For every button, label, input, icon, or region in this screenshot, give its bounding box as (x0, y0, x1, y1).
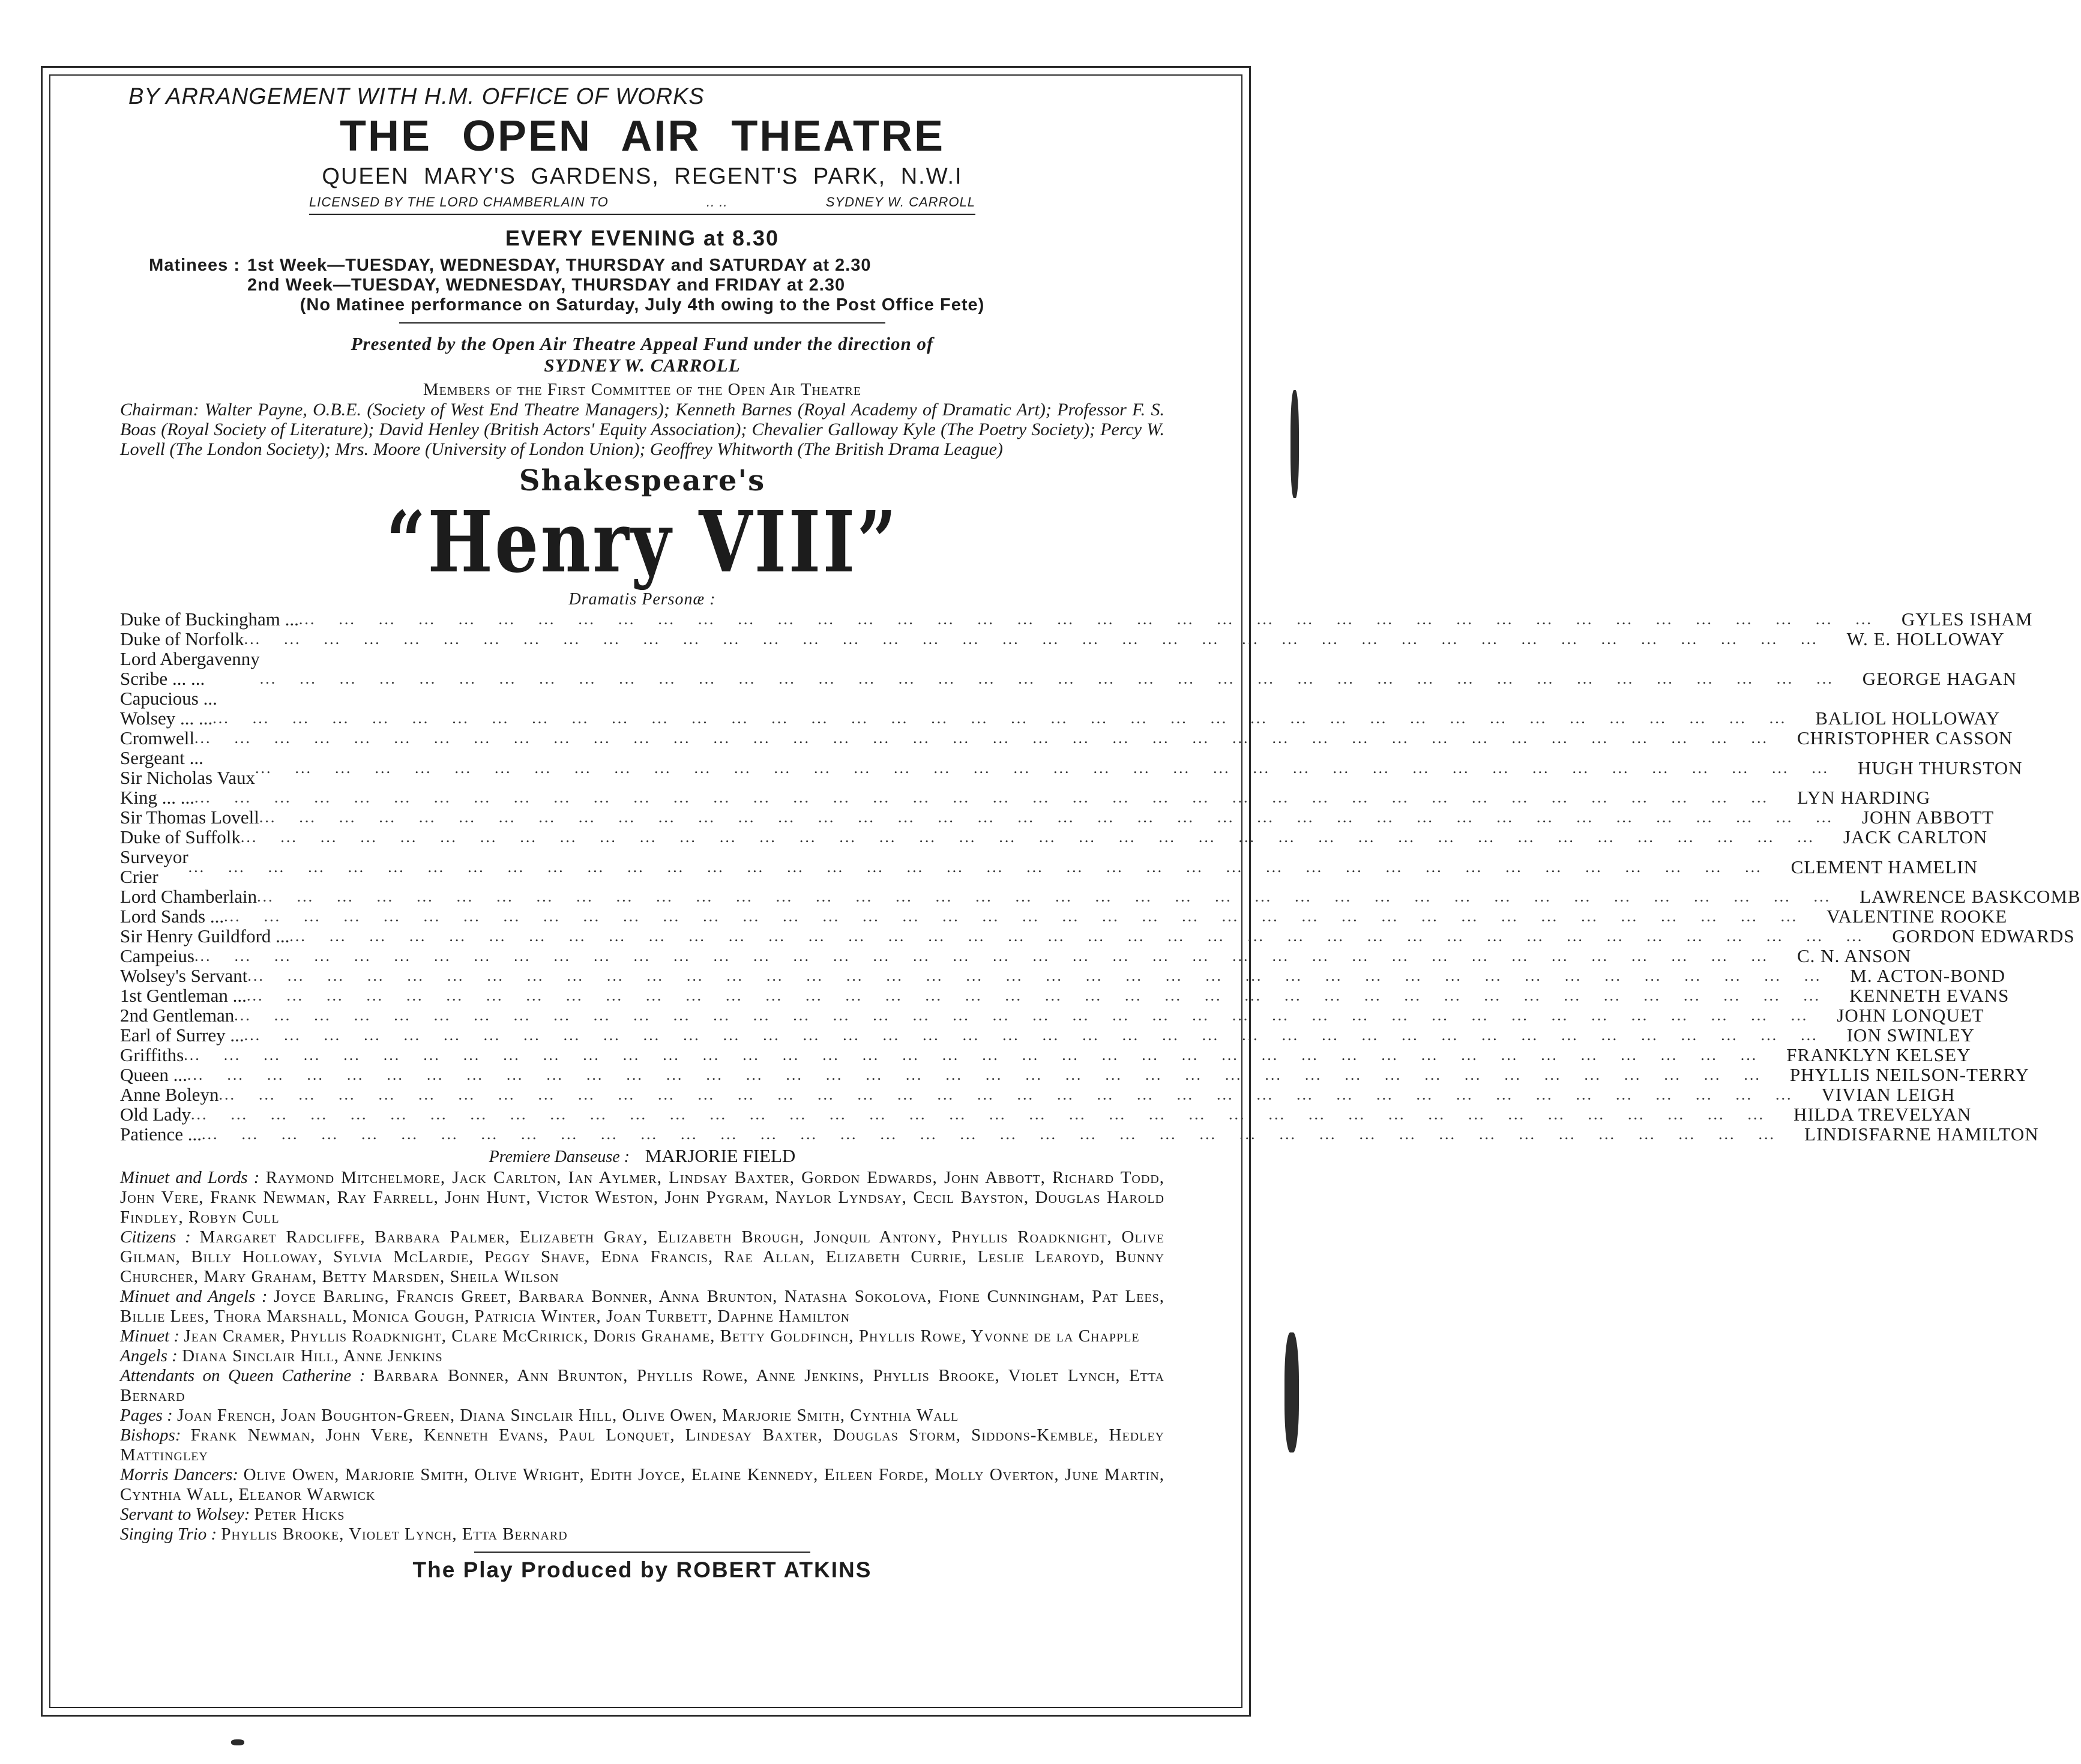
premiere-danseuse (120, 1145, 1164, 1167)
matinee-note: (No Matinee performance on Saturday, July 4th owing to the Post Office Fete) (300, 295, 985, 315)
actor-name: JOHN LONQUET (1837, 1005, 1984, 1026)
actor-name: GYLES ISHAM (1901, 609, 2033, 630)
committee-heading: Members of the First Committee of the Open Air Theatre (423, 380, 862, 399)
role-names (120, 708, 212, 728)
role-names (120, 946, 194, 966)
ensemble-names: Margaret Radcliffe, Barbara Palmer, Elizabeth Gray, Elizabeth Brough, Jonquil Antony, Phyllis Roadknight, Olive Gilman, Billy Holloway, Sylvia McLardie, Peggy Shave, Edna Francis, Rae Allan, Elizabeth Currie, Leslie Learoyd, Bunny Churcher, Mary Graham, Betty Marsden, Sheila Wilson (120, 1227, 1164, 1286)
leader-dots: ... ... ... ... ... ... ... ... ... ... ... ... ... ... ... ... ... ... ... ... ... ... ... ... ... ... ... ... ... ... ... ... ... ... ... ... ... ... ... ... (259, 808, 1856, 826)
evening-performance: EVERY EVENING at 8.30 (505, 226, 780, 250)
programme-page (120, 84, 2081, 1583)
ensemble-names: Olive Owen, Marjorie Smith, Olive Wright, Edith Joyce, Elaine Kennedy, Eileen Forde, Molly Overton, June Martin, Cynthia Wall, Eleanor Warwick (120, 1465, 1164, 1504)
cast-row (120, 1124, 2039, 1145)
actor-name: LAWRENCE BASKCOMB (1860, 886, 2081, 907)
role-names (120, 1025, 244, 1045)
leader-dots: ... ... ... ... ... ... ... ... ... ... ... ... ... ... ... ... ... ... ... ... ... ... ... ... ... ... ... ... ... ... ... ... ... ... ... ... ... ... ... ... (194, 789, 1791, 806)
role-names (120, 807, 259, 827)
role-names (120, 649, 260, 708)
cast-row (120, 609, 2033, 630)
role-name: Surveyor (120, 846, 188, 867)
leader-dots: ... ... ... ... ... ... ... ... ... ... ... ... ... ... ... ... ... ... ... ... ... ... ... ... ... ... ... ... ... ... ... ... ... ... ... ... ... ... ... ... (190, 1106, 1787, 1123)
cast-row (120, 926, 2075, 947)
role-name: Wolsey's Servant (120, 965, 248, 986)
leader-dots: ... ... ... ... ... ... ... ... ... ... ... ... ... ... ... ... ... ... ... ... ... ... ... ... ... ... ... ... ... ... ... ... ... ... ... ... ... ... ... ... (289, 927, 1887, 945)
role-name: Campeius (120, 945, 194, 966)
role-name: Sir Henry Guildford ... (120, 926, 290, 947)
ensemble-names: Phyllis Brooke, Violet Lynch, Etta Bernard (221, 1525, 568, 1544)
actor-name: HILDA TREVELYAN (1793, 1104, 1972, 1125)
actor-name: JOHN ABBOTT (1861, 807, 1995, 828)
role-names (120, 728, 194, 748)
role-name: Duke of Suffolk (120, 826, 241, 847)
leader-dots: ... ... ... ... ... ... ... ... ... ... ... ... ... ... ... ... ... ... ... ... ... ... ... ... ... ... ... ... ... ... ... ... ... ... ... ... ... ... ... ... (188, 858, 1785, 876)
actor-name: PHYLLIS NEILSON-TERRY (1789, 1064, 2029, 1085)
role-names (120, 787, 194, 807)
license-right: SYDNEY W. CARROLL (825, 194, 975, 209)
actor-name: W. E. HOLLOWAY (1846, 628, 2005, 649)
ensemble-label: Angels : (120, 1346, 178, 1365)
committee-members: Chairman: Walter Payne, O.B.E. (Society of West End Theatre Managers); Kenneth Barnes (Royal Academy of Dramatic Art); Professor F. S. Boas (Royal Society of Literature); David Henley (British Actors' Equity Association); Chevalier Galloway Kyle (The Poetry Society); Percy W. Lovell (The London Society); Mrs. Moore (University of London Union); Geoffrey Whitworth (The British Drama League) (120, 400, 1164, 459)
ensemble-label: Minuet : (120, 1326, 180, 1346)
ensemble-group (120, 1227, 1164, 1287)
leader-dots: ... ... ... ... ... ... ... ... ... ... ... ... ... ... ... ... ... ... ... ... ... ... ... ... ... ... ... ... ... ... ... ... ... ... ... ... ... ... ... ... (194, 947, 1791, 965)
dramatis-personae-heading: Dramatis Personæ : (568, 590, 716, 609)
role-name: Capucious ... (120, 688, 217, 709)
ensemble-label: Morris Dancers: (120, 1465, 239, 1484)
ensemble-group (120, 1287, 1164, 1326)
role-names (120, 1045, 184, 1065)
actor-name: C. N. ANSON (1797, 945, 1912, 966)
cast-row (120, 826, 1988, 847)
role-names (120, 1085, 218, 1104)
role-names (120, 847, 188, 887)
ensemble-label: Minuet and Lords : (120, 1168, 260, 1187)
leader-dots: ... ... ... ... ... ... ... ... ... ... ... ... ... ... ... ... ... ... ... ... ... ... ... ... ... ... ... ... ... ... ... ... ... ... ... ... ... ... ... ... (194, 729, 1791, 747)
license-left: LICENSED BY THE LORD CHAMBERLAIN TO (309, 194, 609, 209)
role-name: Duke of Buckingham ... (120, 609, 299, 630)
ensemble-list (120, 1168, 1164, 1544)
role-names (120, 906, 224, 926)
ensemble-names: Frank Newman, John Vere, Kenneth Evans, Paul Lonquet, Lindesay Baxter, Douglas Storm, Siddons-Kemble, Hedley Mattingley (120, 1425, 1164, 1464)
role-name: Sir Thomas Lovell (120, 807, 259, 828)
role-names (120, 1104, 191, 1124)
cast-row (120, 965, 2006, 986)
actor-name: M. ACTON-BOND (1850, 965, 2006, 986)
cast-row (120, 1025, 1975, 1046)
cast-row (120, 1084, 1956, 1105)
role-name: Cromwell (120, 727, 194, 748)
cast-row (120, 945, 1912, 966)
leader-dots: ... ... ... ... ... ... ... ... ... ... ... ... ... ... ... ... ... ... ... ... ... ... ... ... ... ... ... ... ... ... ... ... ... ... ... ... ... ... ... ... (212, 709, 1810, 727)
ensemble-label: Citizens : (120, 1227, 191, 1247)
ensemble-names: Peter Hicks (254, 1505, 345, 1524)
cast-row (120, 1104, 1972, 1125)
matinees-label: Matinees : (149, 256, 240, 275)
ensemble-label: Minuet and Angels : (120, 1287, 268, 1306)
ensemble-label: Attendants on Queen Catherine : (120, 1366, 366, 1385)
cast-row (120, 886, 2081, 907)
divider (399, 322, 885, 324)
leader-dots: ... ... ... ... ... ... ... ... ... ... ... ... ... ... ... ... ... ... ... ... ... ... ... ... ... ... ... ... ... ... ... ... ... ... ... ... ... ... ... ... (247, 967, 1845, 984)
cast-row (120, 787, 1931, 808)
role-name: Duke of Norfolk (120, 628, 244, 649)
role-names (120, 748, 255, 787)
cast-row (120, 1064, 2029, 1085)
cast-list (120, 609, 2081, 1145)
leader-dots: ... ... ... ... ... ... ... ... ... ... ... ... ... ... ... ... ... ... ... ... ... ... ... ... ... ... ... ... ... ... ... ... ... ... ... ... ... ... ... ... (244, 630, 1841, 648)
cast-row (120, 985, 2010, 1006)
cast-row (120, 747, 2023, 788)
role-names (120, 986, 247, 1005)
play-title: “Henry VIII” (386, 493, 899, 592)
role-names (120, 609, 299, 629)
cast-row (120, 807, 1995, 828)
leader-dots: ... ... ... ... ... ... ... ... ... ... ... ... ... ... ... ... ... ... ... ... ... ... ... ... ... ... ... ... ... ... ... ... ... ... ... ... ... ... ... ... (187, 1066, 1784, 1083)
role-names (120, 926, 289, 946)
leader-dots: ... ... ... ... ... ... ... ... ... ... ... ... ... ... ... ... ... ... ... ... ... ... ... ... ... ... ... ... ... ... ... ... ... ... ... ... ... ... ... ... (234, 1007, 1831, 1024)
theatre-address: QUEEN MARY'S GARDENS, REGENT'S PARK, N.W.I (322, 164, 963, 189)
leader-dots: ... ... ... ... ... ... ... ... ... ... ... ... ... ... ... ... ... ... ... ... ... ... ... ... ... ... ... ... ... ... ... ... ... ... ... ... ... ... ... ... (218, 1086, 1816, 1103)
ensemble-group (120, 1326, 1164, 1346)
leader-dots: ... ... ... ... ... ... ... ... ... ... ... ... ... ... ... ... ... ... ... ... ... ... ... ... ... ... ... ... ... ... ... ... ... ... ... ... ... ... ... ... (224, 908, 1821, 925)
role-name: Earl of Surrey ... (120, 1025, 244, 1046)
role-names (120, 1124, 202, 1144)
cast-row (120, 628, 2005, 649)
premiere-name: MARJORIE FIELD (645, 1145, 796, 1166)
role-name: Anne Boleyn (120, 1084, 219, 1105)
presented-by (120, 333, 1164, 376)
ensemble-names: Raymond Mitchelmore, Jack Carlton, Ian Aylmer, Lindsay Baxter, Gordon Edwards, John Abbott, Richard Todd, John Vere, Frank Newman, Ray Farrell, John Hunt, Victor Weston, John Pygram, Naylor Lyndsay, Cecil Bayston, Douglas Harold Findley, Robyn Cull (120, 1168, 1164, 1227)
role-names (120, 629, 244, 649)
ensemble-group (120, 1505, 1164, 1525)
ensemble-group (120, 1525, 1164, 1544)
leader-dots: ... ... ... ... ... ... ... ... ... ... ... ... ... ... ... ... ... ... ... ... ... ... ... ... ... ... ... ... ... ... ... ... ... ... ... ... ... ... ... ... (246, 987, 1843, 1004)
cast-row (120, 846, 1978, 887)
role-name: King ... ... (120, 787, 194, 808)
cast-row (120, 727, 2013, 748)
ensemble-label: Singing Trio : (120, 1525, 217, 1544)
leader-dots: ... ... ... ... ... ... ... ... ... ... ... ... ... ... ... ... ... ... ... ... ... ... ... ... ... ... ... ... ... ... ... ... ... ... ... ... ... ... ... ... (259, 670, 1857, 687)
director-name: SYDNEY W. CARROLL (544, 355, 741, 376)
cast-row (120, 708, 2001, 729)
premiere-label: Premiere Danseuse : (489, 1148, 630, 1166)
actor-name: ION SWINLEY (1846, 1025, 1975, 1046)
role-names (120, 1005, 234, 1025)
license-line (309, 194, 975, 215)
edge-mark-foot (231, 1739, 244, 1745)
actor-name: GORDON EDWARDS (1892, 926, 2075, 947)
matinees-block (120, 256, 1164, 315)
role-name: Scribe ... ... (120, 668, 205, 689)
leader-dots: ... ... ... ... ... ... ... ... ... ... ... ... ... ... ... ... ... ... ... ... ... ... ... ... ... ... ... ... ... ... ... ... ... ... ... ... ... ... ... ... (240, 828, 1837, 846)
actor-name: VALENTINE ROOKE (1827, 906, 2008, 927)
theatre-title: THE OPEN AIR THEATRE (339, 112, 945, 160)
ensemble-label: Pages : (120, 1406, 173, 1425)
cast-row (120, 1005, 1984, 1026)
presented-line: Presented by the Open Air Theatre Appeal Fund under the direction of (351, 333, 934, 354)
role-name: Crier (120, 866, 158, 887)
divider (474, 1552, 810, 1553)
matinee-week-1: 1st Week—TUESDAY, WEDNESDAY, THURSDAY and SATURDAY at 2.30 (247, 256, 872, 275)
ensemble-names: Joan French, Joan Boughton-Green, Diana Sinclair Hill, Olive Owen, Marjorie Smith, Cynthia Wall (177, 1406, 959, 1425)
actor-name: GEORGE HAGAN (1862, 668, 2017, 689)
ensemble-names: Joyce Barling, Francis Greet, Barbara Bonner, Anna Brunton, Natasha Sokolova, Fione Cunningham, Pat Lees, Billie Lees, Thora Marshall, Monica Gough, Patricia Winter, Joan Turbett, Daphne Hamilton (120, 1287, 1164, 1326)
edge-mark-bottom (1284, 1332, 1299, 1452)
actor-name: VIVIAN LEIGH (1821, 1084, 1956, 1105)
leader-dots: ... ... ... ... ... ... ... ... ... ... ... ... ... ... ... ... ... ... ... ... ... ... ... ... ... ... ... ... ... ... ... ... ... ... ... ... ... ... ... ... (202, 1125, 1799, 1143)
edge-mark-top (1290, 390, 1299, 498)
matinee-week-2: 2nd Week—TUESDAY, WEDNESDAY, THURSDAY and FRIDAY at 2.30 (247, 275, 846, 295)
role-names (120, 887, 257, 906)
ensemble-names: Jean Cramer, Phyllis Roadknight, Clare McCririck, Doris Grahame, Betty Goldfinch, Phyllis Rowe, Yvonne de la Chapple (184, 1326, 1140, 1346)
role-name: Patience ... (120, 1124, 202, 1145)
leader-dots: ... ... ... ... ... ... ... ... ... ... ... ... ... ... ... ... ... ... ... ... ... ... ... ... ... ... ... ... ... ... ... ... ... ... ... ... ... ... ... ... (255, 759, 1852, 777)
role-name: Sergeant ... (120, 747, 203, 768)
actor-name: LYN HARDING (1797, 787, 1931, 808)
ensemble-group (120, 1425, 1164, 1465)
role-name: Sir Nicholas Vaux (120, 767, 256, 788)
role-name: 1st Gentleman ... (120, 985, 247, 1006)
cast-row (120, 906, 2008, 927)
leader-dots: ... ... ... ... ... ... ... ... ... ... ... ... ... ... ... ... ... ... ... ... ... ... ... ... ... ... ... ... ... ... ... ... ... ... ... ... ... ... ... ... (257, 888, 1854, 905)
ensemble-names: Barbara Bonner, Ann Brunton, Phyllis Rowe, Anne Jenkins, Phyllis Brooke, Violet Lynch, Etta Bernard (120, 1366, 1164, 1405)
arrangement-line: BY ARRANGEMENT WITH H.M. OFFICE OF WORKS (128, 84, 705, 109)
actor-name: KENNETH EVANS (1849, 985, 2010, 1006)
author-line: Shakespeare's (519, 464, 766, 498)
role-name: Griffiths (120, 1044, 184, 1065)
producer-credit: The Play Produced by ROBERT ATKINS (412, 1558, 872, 1582)
leader-dots: ... ... ... ... ... ... ... ... ... ... ... ... ... ... ... ... ... ... ... ... ... ... ... ... ... ... ... ... ... ... ... ... ... ... ... ... ... ... ... ... (298, 610, 1896, 628)
role-name: Old Lady (120, 1104, 191, 1125)
role-name: Wolsey ... ... (120, 708, 213, 729)
actor-name: CLEMENT HAMELIN (1790, 856, 1978, 877)
cast-row (120, 648, 2017, 709)
role-name: Queen ... (120, 1064, 187, 1085)
ensemble-label: Servant to Wolsey: (120, 1505, 250, 1524)
ensemble-group (120, 1406, 1164, 1425)
leader-dots: ... ... ... ... ... ... ... ... ... ... ... ... ... ... ... ... ... ... ... ... ... ... ... ... ... ... ... ... ... ... ... ... ... ... ... ... ... ... ... ... (184, 1046, 1781, 1064)
cast-row (120, 1044, 1971, 1065)
role-name: Lord Abergavenny (120, 648, 260, 669)
ensemble-label: Bishops: (120, 1425, 181, 1445)
actor-name: LINDISFARNE HAMILTON (1804, 1124, 2039, 1145)
role-name: 2nd Gentleman (120, 1005, 235, 1026)
ensemble-group (120, 1366, 1164, 1406)
role-names (120, 1065, 187, 1085)
ensemble-group (120, 1465, 1164, 1505)
ensemble-names: Diana Sinclair Hill, Anne Jenkins (182, 1346, 443, 1365)
leader-dots: ... ... ... ... ... ... ... ... ... ... ... ... ... ... ... ... ... ... ... ... ... ... ... ... ... ... ... ... ... ... ... ... ... ... ... ... ... ... ... ... (244, 1026, 1841, 1044)
actor-name: HUGH THURSTON (1858, 757, 2023, 778)
role-name: Lord Sands ... (120, 906, 224, 927)
ensemble-group (120, 1346, 1164, 1366)
license-dots: .. .. (706, 194, 728, 209)
actor-name: BALIOL HOLLOWAY (1815, 708, 2001, 729)
role-name: Lord Chamberlain (120, 886, 257, 907)
actor-name: CHRISTOPHER CASSON (1797, 727, 2013, 748)
ensemble-group (120, 1168, 1164, 1227)
actor-name: JACK CARLTON (1843, 826, 1988, 847)
actor-name: FRANKLYN KELSEY (1786, 1044, 1971, 1065)
role-names (120, 827, 241, 847)
role-names (120, 966, 247, 986)
